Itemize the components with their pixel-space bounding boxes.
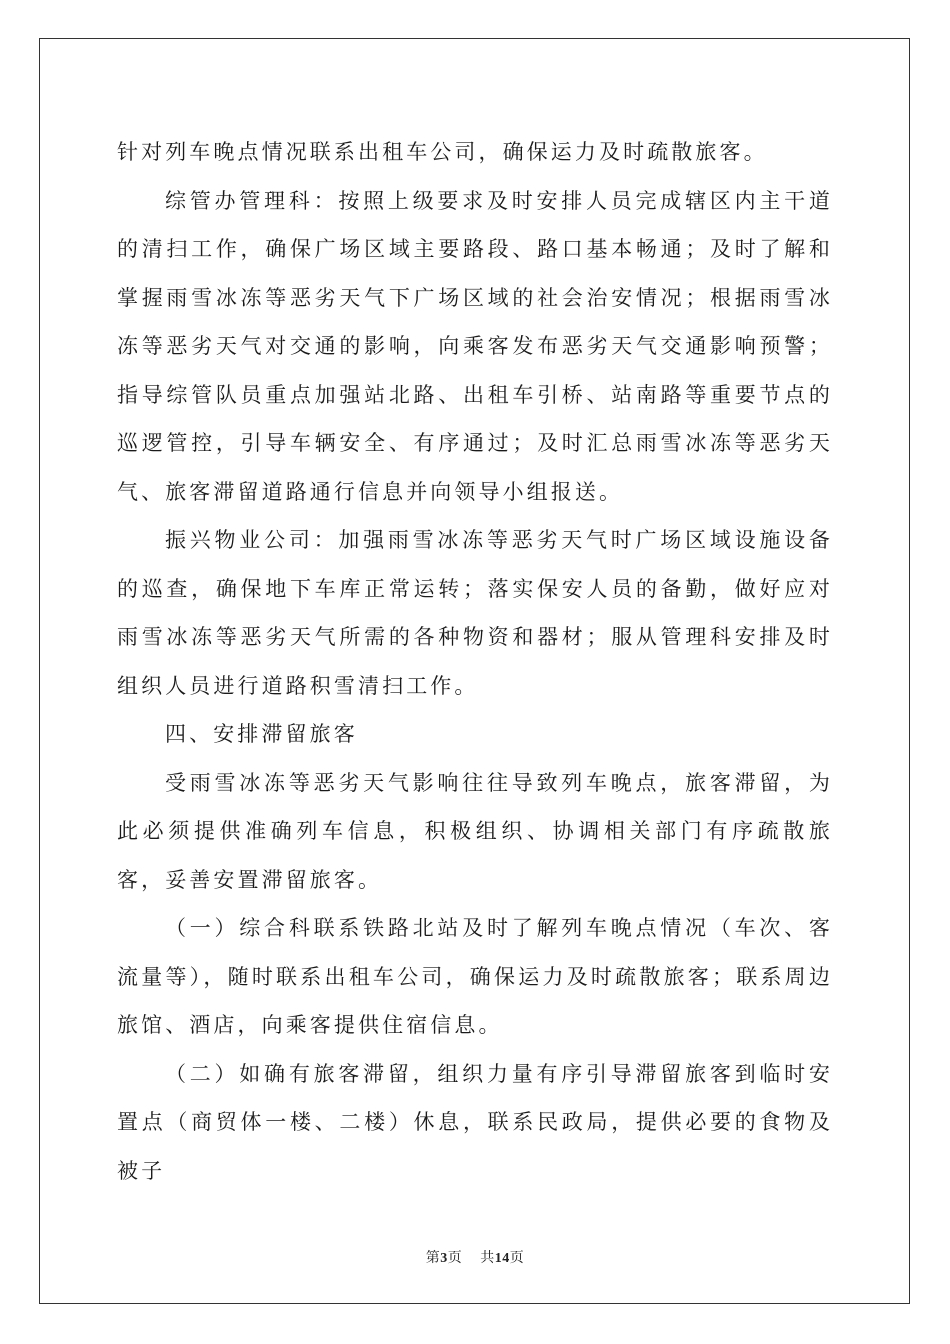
- paragraph-6: （二）如确有旅客滞留，组织力量有序引导滞留旅客到临时安置点（商贸体一楼、二楼）休息，联系民政局，提供必要的食物及被子: [117, 1061, 833, 1183]
- paragraph-1: 针对列车晚点情况联系出租车公司，确保运力及时疏散旅客。: [117, 140, 768, 164]
- total-suffix: 页: [509, 1250, 525, 1266]
- page-suffix: 页: [447, 1250, 463, 1266]
- document-body: [117, 128, 833, 1195]
- paragraph-5: （一）综合科联系铁路北站及时了解列车晚点情况（车次、客流量等），随时联系出租车公司，确保运力及时疏散旅客；联系周边旅馆、酒店，向乘客提供住宿信息。: [117, 916, 833, 1037]
- paragraph-2: 综管办管理科：按照上级要求及时安排人员完成辖区内主干道的清扫工作，确保广场区域主要路段、路口基本畅通；及时了解和掌握雨雪冰冻等恶劣天气下广场区域的社会治安情况；根据雨雪冰冻等恶劣天气对交通的影响，向乘客发布恶劣天气交通影响预警；指导综管队员重点加强站北路、出租车引桥、站南路等重要节点的巡逻管控，引导车辆安全、有序通过；及时汇总雨雪冰冻等恶劣天气、旅客滞留道路通行信息并向领导小组报送。: [117, 188, 833, 504]
- paragraph-3: 振兴物业公司：加强雨雪冰冻等恶劣天气时广场区域设施设备的巡查，确保地下车库正常运转；落实保安人员的备勤，做好应对雨雪冰冻等恶劣天气所需的各种物资和器材；服从管理科安排及时组织人员进行道路积雪清扫工作。: [117, 528, 833, 698]
- page-footer: [0, 1247, 950, 1267]
- page-prefix: 第: [425, 1250, 441, 1266]
- total-prefix: 共: [480, 1250, 495, 1266]
- page-number: 3: [440, 1251, 448, 1266]
- total-pages: 14: [494, 1251, 510, 1266]
- paragraph-4: 受雨雪冰冻等恶劣天气影响往往导致列车晚点，旅客滞留，为此必须提供准确列车信息，积极组织、协调相关部门有序疏散旅客，妥善安置滞留旅客。: [117, 770, 833, 892]
- section-heading: 四、安排滞留旅客: [165, 722, 358, 746]
